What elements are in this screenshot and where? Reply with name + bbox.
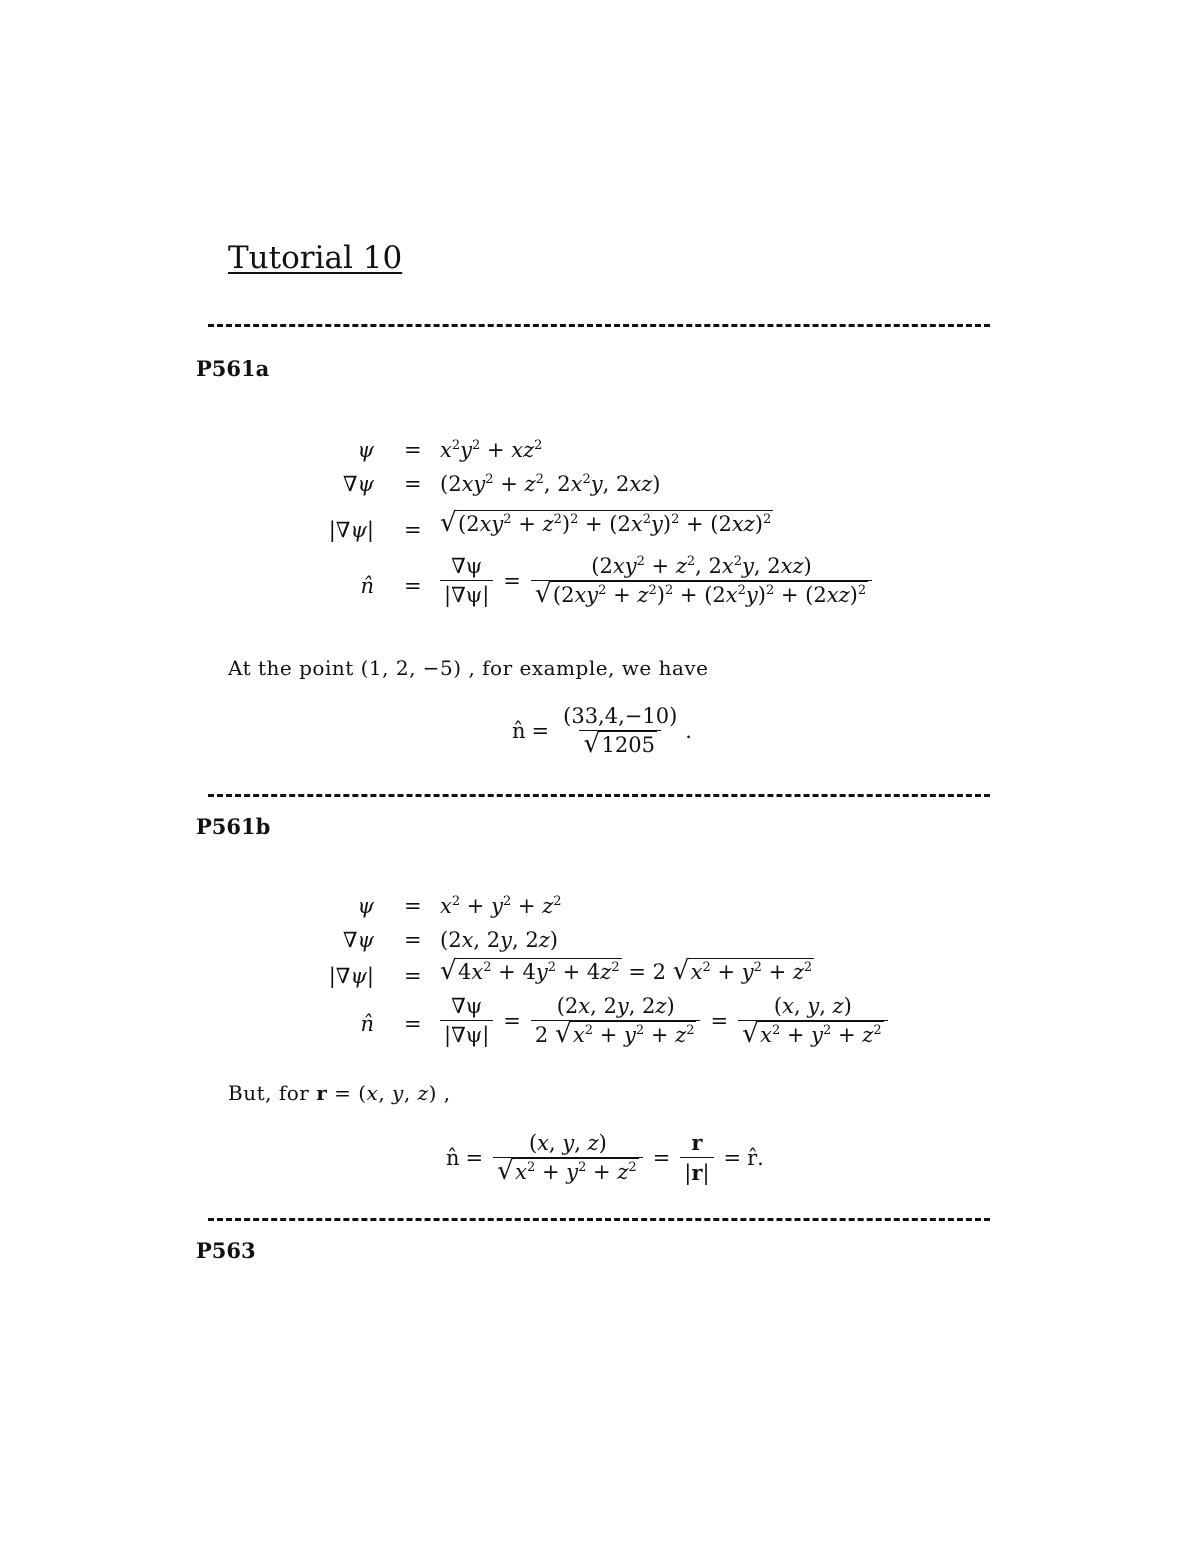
rhs-n-hat xyxy=(440,994,892,1047)
lhs-psi: ψ xyxy=(357,894,374,918)
section-label-p561b: P561b xyxy=(196,814,271,839)
rhs-grad-psi: (2x, 2y, 2z) xyxy=(440,928,558,952)
fraction-denominator: √ $x^2 + y^2 + z^2$ xyxy=(738,1020,888,1047)
rhs-norm-grad-psi: √ $4x^2 + 4y^2 + 4z^2 = 2$ √ $x^2 + y^2 + z^2$ xyxy=(440,956,813,986)
fraction-numerator: (x, y, z) xyxy=(528,1131,607,1155)
rhs-n-hat xyxy=(440,554,876,607)
fraction-denominator xyxy=(579,730,660,757)
fraction-numerator: (2x, 2y, 2z) xyxy=(556,994,675,1018)
lhs-grad-psi: ∇ψ xyxy=(342,472,374,496)
dashed-divider xyxy=(208,794,990,797)
equals-sign: = xyxy=(465,1145,484,1170)
lhs-n-hat: n̂ xyxy=(360,1012,374,1036)
rhs-psi: $x^2y^2 + xz^2$ xyxy=(440,438,543,462)
fraction-denominator: √ $(2xy^2 + z^2)^2 + (2x^2y)^2 + (2xz)^2$ xyxy=(531,580,872,607)
equals-sign: = xyxy=(503,568,521,593)
p561b-result-equation xyxy=(446,1130,764,1185)
fraction-denominator: |r| xyxy=(680,1157,713,1185)
dashed-divider xyxy=(208,324,990,327)
fraction-numerator: (33,4,−10) xyxy=(563,704,678,728)
lhs-grad-psi: ∇ψ xyxy=(342,928,374,952)
dashed-divider xyxy=(208,1218,990,1221)
equals-sign: = xyxy=(652,1145,671,1170)
rhs-grad-psi: ($2xy^2 + z^2$, $2x^2y$, 2xz) xyxy=(440,472,661,496)
body-text-but: But, for r = (x, y, z) , xyxy=(228,1081,451,1105)
equals-sign: = xyxy=(404,472,422,496)
fraction-numerator: ∇ψ xyxy=(451,994,483,1018)
radical-sign: √ xyxy=(583,729,601,759)
equals-sign: = xyxy=(503,1008,521,1033)
equals-sign: = xyxy=(710,1008,729,1033)
equals-sign: = xyxy=(531,718,550,743)
equals-sign: = xyxy=(404,964,422,988)
equals-sign: = xyxy=(723,1145,742,1170)
lhs-norm-grad-psi: |∇ψ| xyxy=(328,518,374,542)
section-label-p561a: P561a xyxy=(196,356,270,381)
section-label-p563: P563 xyxy=(196,1238,256,1263)
rhs-psi: $x^2 + y^2 + z^2$ xyxy=(440,894,562,918)
fraction-denominator: |∇ψ| xyxy=(440,1020,493,1047)
period: . xyxy=(685,718,692,743)
equals-sign: = xyxy=(404,1012,422,1036)
body-text-content: At the point (1, 2, −5) , for example, we have xyxy=(228,656,709,680)
equals-sign: = xyxy=(404,894,422,918)
fraction-denominator: 2 √ $x^2 + y^2 + z^2$ xyxy=(531,1020,701,1047)
rhs-norm-grad-psi: √ $(2xy^2 + z^2)^2 + (2x^2y)^2 + (2xz)^2$ xyxy=(440,508,772,538)
p561a-result-equation xyxy=(512,704,692,757)
body-text-point xyxy=(228,656,709,680)
fraction-numerator: ($2xy^2 + z^2$, $2x^2y$, 2xz) xyxy=(591,554,812,578)
n-hat: n̂ xyxy=(446,1145,460,1170)
equals-sign: = xyxy=(404,438,422,462)
r-hat: r̂. xyxy=(747,1145,764,1170)
lhs-psi: ψ xyxy=(357,438,374,462)
equals-two: = 2 xyxy=(628,960,666,984)
n-hat: n̂ xyxy=(512,718,526,743)
radicand: 1205 xyxy=(601,733,655,757)
fraction-numerator: ∇ψ xyxy=(451,554,483,578)
lhs-n-hat: n̂ xyxy=(360,574,374,598)
equals-sign: = xyxy=(404,518,422,542)
page-title: Tutorial 10 xyxy=(228,240,403,276)
fraction-numerator: r xyxy=(691,1130,703,1155)
equals-sign: = xyxy=(404,928,422,952)
lhs-norm-grad-psi: |∇ψ| xyxy=(328,964,374,988)
fraction-numerator: (x, y, z) xyxy=(773,994,852,1018)
equals-sign: = xyxy=(404,574,422,598)
fraction-denominator: √ $x^2 + y^2 + z^2$ xyxy=(493,1157,643,1184)
fraction-denominator: |∇ψ| xyxy=(440,580,493,607)
